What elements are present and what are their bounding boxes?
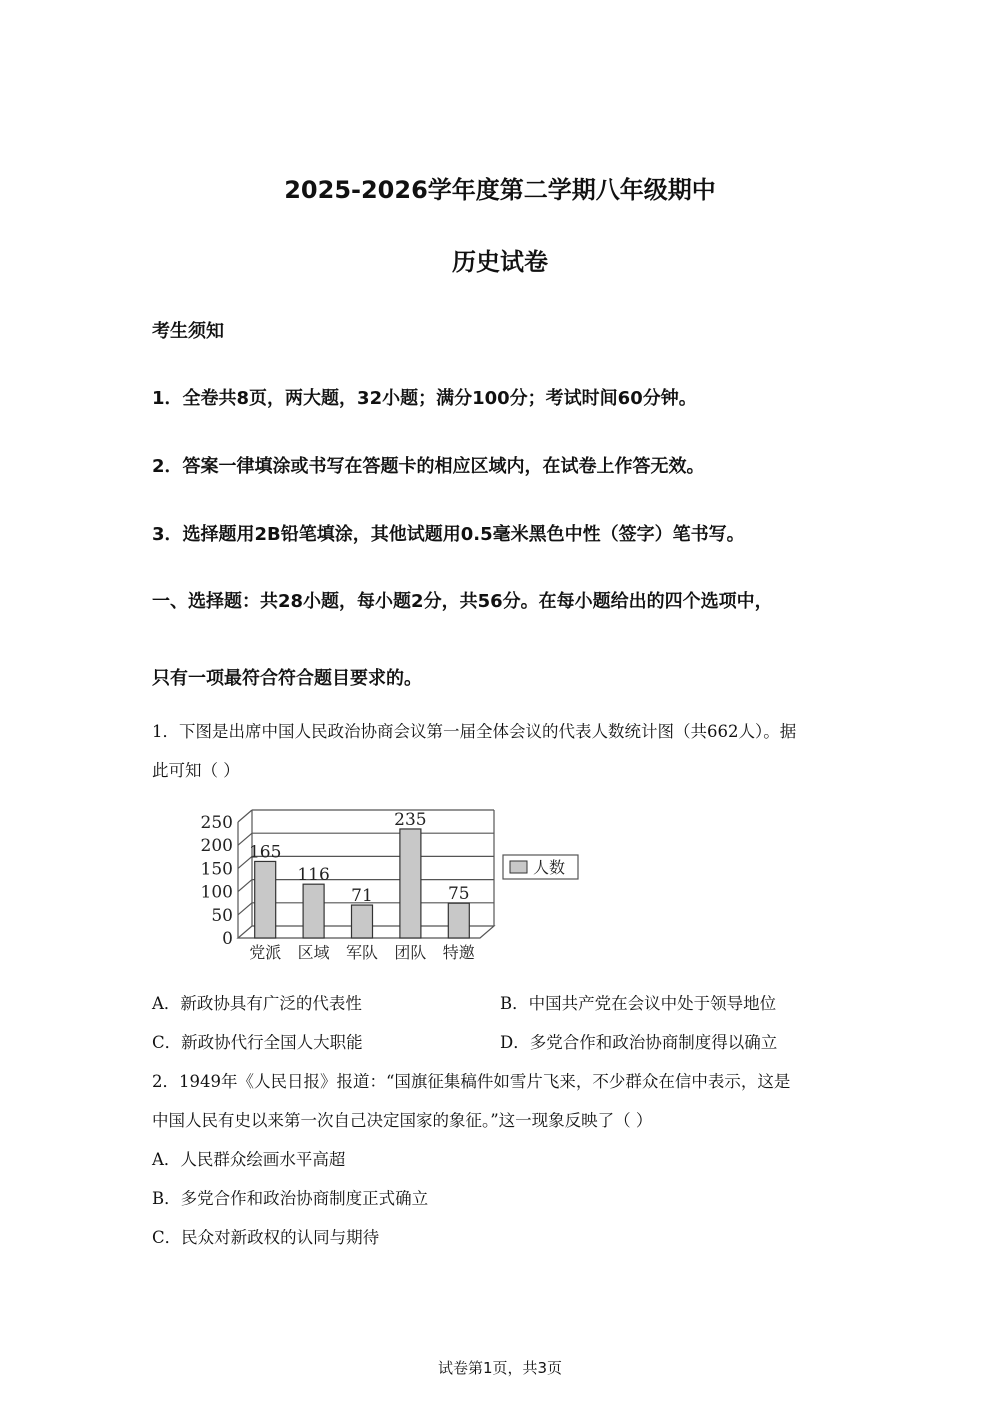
bar-value-label: 71 (351, 886, 373, 907)
notice-item: 1．全卷共8页，两大题，32小题；满分100分；考试时间60分钟。 (152, 388, 697, 409)
bar (303, 884, 324, 938)
gridline-depth (238, 810, 252, 822)
question-2-stem-cont: 中国人民有史以来第一次自己决定国家的象征。”这一现象反映了（ ） (152, 1111, 653, 1130)
question-2-option-a: A．人民群众绘画水平高超 (152, 1150, 346, 1169)
bar-value-label: 165 (248, 842, 282, 863)
x-tick-label: 军队 (345, 943, 379, 962)
gridline-depth (238, 903, 252, 915)
section-heading-cont: 只有一项最符合符合题目要求的。 (152, 668, 422, 689)
question-2-option-b: B．多党合作和政治协商制度正式确立 (152, 1189, 429, 1208)
delegate-bar-chart (190, 792, 590, 970)
x-tick-label: 区域 (297, 943, 330, 962)
x-tick-label: 党派 (249, 943, 282, 962)
bar-value-label: 75 (447, 884, 470, 905)
question-2-option-c: C．民众对新政权的认同与期待 (152, 1228, 380, 1247)
gridline-depth (238, 880, 252, 892)
notice-item: 2．答案一律填涂或书写在答题卡的相应区域内，在试卷上作答无效。 (152, 456, 705, 477)
exam-title: 2025-2026学年度第二学期八年级期中 (284, 176, 716, 204)
question-1-option-c: C．新政协代行全国人大职能 (152, 1033, 363, 1052)
y-tick-label: 250 (200, 813, 233, 833)
question-1-stem: 1．下图是出席中国人民政治协商会议第一届全体会议的代表人数统计图（共662人）。据 (152, 722, 797, 741)
section-heading: 一、选择题：共28小题，每小题2分，共56分。在每小题给出的四个选项中， (152, 591, 773, 612)
question-1-option-d: D．多党合作和政治协商制度得以确立 (500, 1033, 778, 1052)
question-1-stem-cont: 此可知（ ） (152, 761, 240, 780)
exam-subject: 历史试卷 (452, 248, 548, 276)
page-footer: 试卷第1页，共3页 (437, 1359, 563, 1377)
x-tick-label: 特邀 (442, 943, 475, 962)
bar (255, 861, 276, 938)
notice-heading: 考生须知 (152, 321, 224, 342)
y-tick-label: 0 (222, 929, 233, 949)
y-tick-label: 50 (211, 905, 233, 926)
y-tick-label: 200 (200, 836, 233, 857)
question-1-option-a: A．新政协具有广泛的代表性 (152, 994, 362, 1013)
question-1-option-b: B．中国共产党在会议中处于领导地位 (500, 994, 777, 1013)
bar-value-label: 235 (394, 809, 427, 830)
x-tick-label: 团队 (394, 943, 427, 962)
y-tick-label: 100 (200, 882, 233, 903)
legend-swatch (510, 861, 527, 873)
y-tick-label: 150 (200, 859, 233, 880)
bar-value-label: 116 (297, 865, 330, 886)
notice-item: 3．选择题用2B铅笔填涂，其他试题用0.5毫米黑色中性（签字）笔书写。 (152, 524, 745, 545)
legend-label: 人数 (533, 858, 566, 877)
question-2-stem: 2．1949年《人民日报》报道：“国旗征集稿件如雪片飞来，不少群众在信中表示，这是 (152, 1072, 791, 1091)
bar (400, 829, 421, 938)
bar (352, 905, 373, 938)
bar (448, 903, 469, 938)
